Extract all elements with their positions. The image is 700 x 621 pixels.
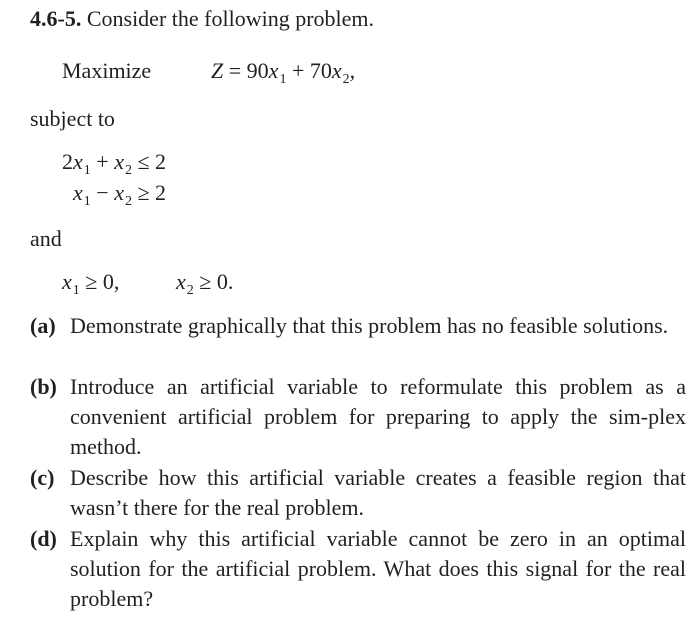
constraint-row: $x_1 - x_2 \ge 2$: [73, 180, 167, 209]
and-label: and: [30, 226, 62, 251]
part-text: Demonstrate graphically that this problem has no feasible solutions.: [70, 313, 669, 338]
part-label: (d): [30, 526, 57, 551]
problem-intro: Consider the following problem.: [86, 6, 375, 31]
problem-number: 4.6-5.: [30, 6, 82, 31]
part-label: (a): [30, 313, 56, 338]
question-part-a: [30, 311, 686, 341]
part-label: (c): [30, 465, 55, 490]
problem-heading: [30, 6, 374, 32]
question-part-b: [30, 372, 686, 462]
question-part-d: [30, 524, 686, 614]
nonneg-constraint-x2: $x_2 \ge 0$.: [176, 269, 234, 298]
question-part-c: [30, 463, 686, 523]
objective-function: $Z = 90x_1 + 70x_2$,: [211, 58, 356, 87]
constraint-row: $2x_1 + x_2 \le 2$: [62, 149, 167, 178]
part-label: (b): [30, 374, 57, 399]
subject-to-label: subject to: [30, 106, 115, 131]
nonneg-constraint-x1: $x_1 \ge 0$,: [62, 269, 120, 298]
part-text: Explain why this artificial variable cannot be zero in an optimal solution for the artificial problem. What does this signal for the real problem?: [70, 526, 686, 611]
part-text: Describe how this artificial variable creates a feasible region that wasn’t there for the real problem.: [70, 465, 686, 520]
objective-keyword: Maximize: [62, 58, 152, 83]
part-text: Introduce an artificial variable to reformulate this problem as a convenient artificial problem for preparing to apply the sim-plex method.: [70, 374, 686, 459]
